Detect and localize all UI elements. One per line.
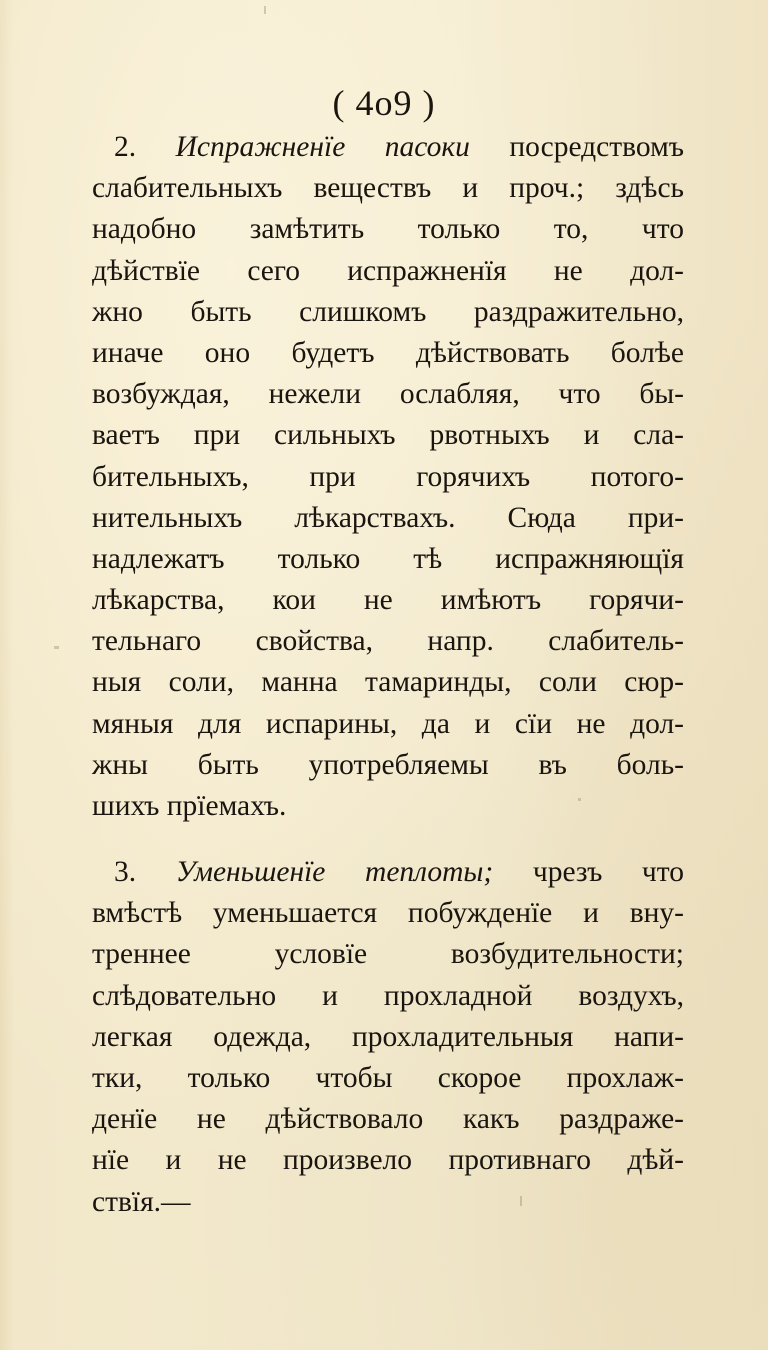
text-line: иначе оно будетъ дѣйствовать болѣе xyxy=(92,336,684,369)
text-line: ныя соли, манна тамаринды, соли сюр- xyxy=(92,666,684,699)
text-line: нительныхъ лѣкарствахъ. Сюда при- xyxy=(92,501,684,534)
paragraph-lead-line xyxy=(92,852,684,893)
item-heading: Уменьшенïе теплоты; xyxy=(175,856,494,888)
text-line: тки, только чтобы скорое прохлаж- xyxy=(92,1061,684,1094)
text-line: слабительныхъ веществъ и проч.; здѣсь xyxy=(92,172,684,205)
text-line: нïе и не произвело противнаго дѣй- xyxy=(92,1144,684,1177)
text-line: возбуждая, нежели ослабляя, что бы- xyxy=(92,378,684,411)
lead-line-rest: посредствомъ xyxy=(509,131,684,163)
paragraph-3-reduction-of-heat xyxy=(92,852,684,1223)
paper-speck xyxy=(578,798,581,801)
text-line: бительныхъ, при горячихъ потого- xyxy=(92,460,684,493)
text-line: слѣдовательно и прохладной воздухъ, xyxy=(92,979,684,1012)
page-number: ( 4o9 ) xyxy=(332,83,436,123)
text-line: дѣйствïе сего испражненïя не дол- xyxy=(92,254,684,287)
text-line: шихъ прïемахъ. xyxy=(92,790,287,822)
item-number: 3. xyxy=(114,856,137,888)
lead-line-rest: чрезъ что xyxy=(532,856,685,888)
text-line: денïе не дѣйствовало какъ раздраже- xyxy=(92,1103,684,1136)
paper-speck xyxy=(54,646,59,649)
text-line: тельнаго свойства, напр. слабитель- xyxy=(92,625,684,658)
text-line: вмѣстѣ уменьшается побужденïе и вну- xyxy=(92,897,684,930)
paragraph-lead-line xyxy=(92,127,684,168)
paragraph-2-bleeding-by-purgatives xyxy=(92,127,684,827)
text-line: лѣкарства, кои не имѣютъ горячи- xyxy=(92,584,684,617)
text-line: мяныя для испарины, да и сïи не дол- xyxy=(92,707,684,740)
text-line: ствïя.— xyxy=(92,1185,191,1218)
text-line: ваетъ при сильныхъ рвотныхъ и сла- xyxy=(92,419,684,452)
item-number: 2. xyxy=(114,131,137,163)
paper-speck xyxy=(264,6,266,14)
text-line: жны быть употребляемы въ боль- xyxy=(92,748,684,781)
text-line: легкая одежда, прохладительныя напи- xyxy=(92,1020,684,1053)
paper-speck xyxy=(520,1196,522,1206)
text-line: треннее условïе возбудительности; xyxy=(92,938,684,971)
item-heading: Испражненïе пасоки xyxy=(175,131,470,163)
text-line: надлежатъ только тѣ испражняющïя xyxy=(92,542,684,575)
text-line: надобно замѣтить только то, что xyxy=(92,213,684,246)
text-line: жно быть слишкомъ раздражительно, xyxy=(92,295,684,328)
